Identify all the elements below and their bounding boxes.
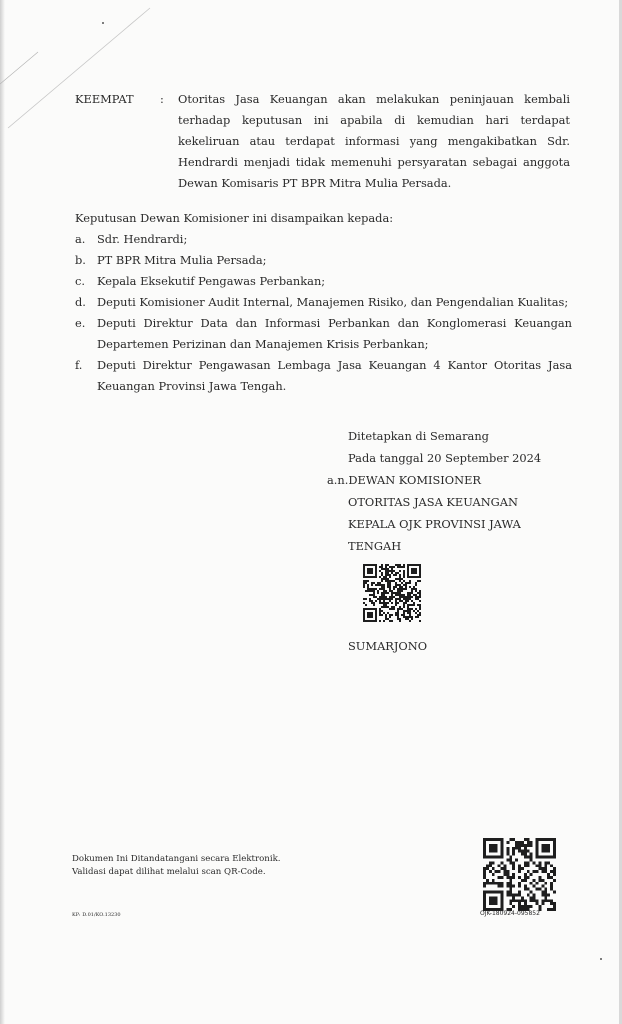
- qr-code-icon: [483, 838, 556, 911]
- signature-body-line1: DEWAN KOMISIONER: [348, 473, 481, 487]
- list-item-text: Deputi Direktur Data dan Informasi Perbankan dan Konglomerasi Keuangan Departemen Perizinan dan Manajemen Krisis Perbankan;: [97, 316, 572, 351]
- list-item-text: PT BPR Mitra Mulia Persada;: [97, 253, 267, 267]
- list-letter: f.: [75, 358, 83, 372]
- list-item-text: Kepala Eksekutif Pengawas Perbankan;: [97, 274, 326, 288]
- e-signature-note: [72, 853, 281, 879]
- signature-date: Pada tanggal 20 September 2024: [348, 451, 542, 465]
- list-item: [75, 292, 572, 313]
- section-colon: :: [160, 92, 164, 106]
- list-item: [75, 313, 572, 355]
- list-item: [75, 229, 572, 250]
- section-text: Otoritas Jasa Keuangan akan melakukan peninjauan kembali terhadap keputusan ini apabila di kemudian hari terdapat kekeliruan atau terdapat informasi yang mengakibatkan Sdr. Hendrardi menjadi tidak memenuhi persyaratan sebagai anggota Dewan Komisaris PT BPR Mitra Mulia Persada.: [178, 92, 570, 190]
- signature-on-behalf: [327, 469, 587, 491]
- signature-place: Ditetapkan di Semarang: [348, 429, 489, 443]
- list-letter: c.: [75, 274, 86, 288]
- e-signature-note-line1: Dokumen Ini Ditandatangani secara Elektronik.: [72, 854, 281, 864]
- list-letter: d.: [75, 295, 86, 309]
- list-letter: e.: [75, 316, 86, 330]
- e-signature-note-line2: Validasi dapat dilihat melalui scan QR-Code.: [72, 867, 266, 877]
- list-item-text: Sdr. Hendrardi;: [97, 232, 188, 246]
- signature-body-line4: TENGAH: [348, 539, 402, 553]
- signature-block: [327, 425, 587, 557]
- qr-code-icon: [363, 564, 421, 622]
- qr-code-id: OJK-180924-095852: [480, 910, 540, 917]
- scan-speck: [102, 22, 104, 24]
- list-item: [75, 250, 572, 271]
- distribution-intro: Keputusan Dewan Komisioner ini disampaikan kepada:: [75, 211, 394, 225]
- signature-body-line2: OTORITAS JASA KEUANGAN: [348, 495, 518, 509]
- on-behalf-prefix: a.n.: [327, 473, 349, 487]
- list-letter: a.: [75, 232, 86, 246]
- distribution-list: [75, 229, 572, 397]
- list-item: [75, 271, 572, 292]
- signature-body-line3: KEPALA OJK PROVINSI JAWA: [348, 517, 521, 531]
- list-item: [75, 355, 572, 397]
- signer-name: SUMARJONO: [348, 639, 428, 653]
- list-item-text: Deputi Komisioner Audit Internal, Manajemen Risiko, dan Pengendalian Kualitas;: [97, 295, 569, 309]
- list-item-text: Deputi Direktur Pengawasan Lembaga Jasa Keuangan 4 Kantor Otoritas Jasa Keuangan Provinsi Jawa Tengah.: [97, 358, 572, 393]
- section-label: KEEMPAT: [75, 92, 134, 106]
- scan-speck: [600, 958, 602, 960]
- scan-left-edge: [0, 0, 5, 1024]
- paper-fold-mark: [0, 0, 160, 140]
- list-letter: b.: [75, 253, 86, 267]
- document-reference: KP: D.01/KO.13230: [72, 912, 121, 918]
